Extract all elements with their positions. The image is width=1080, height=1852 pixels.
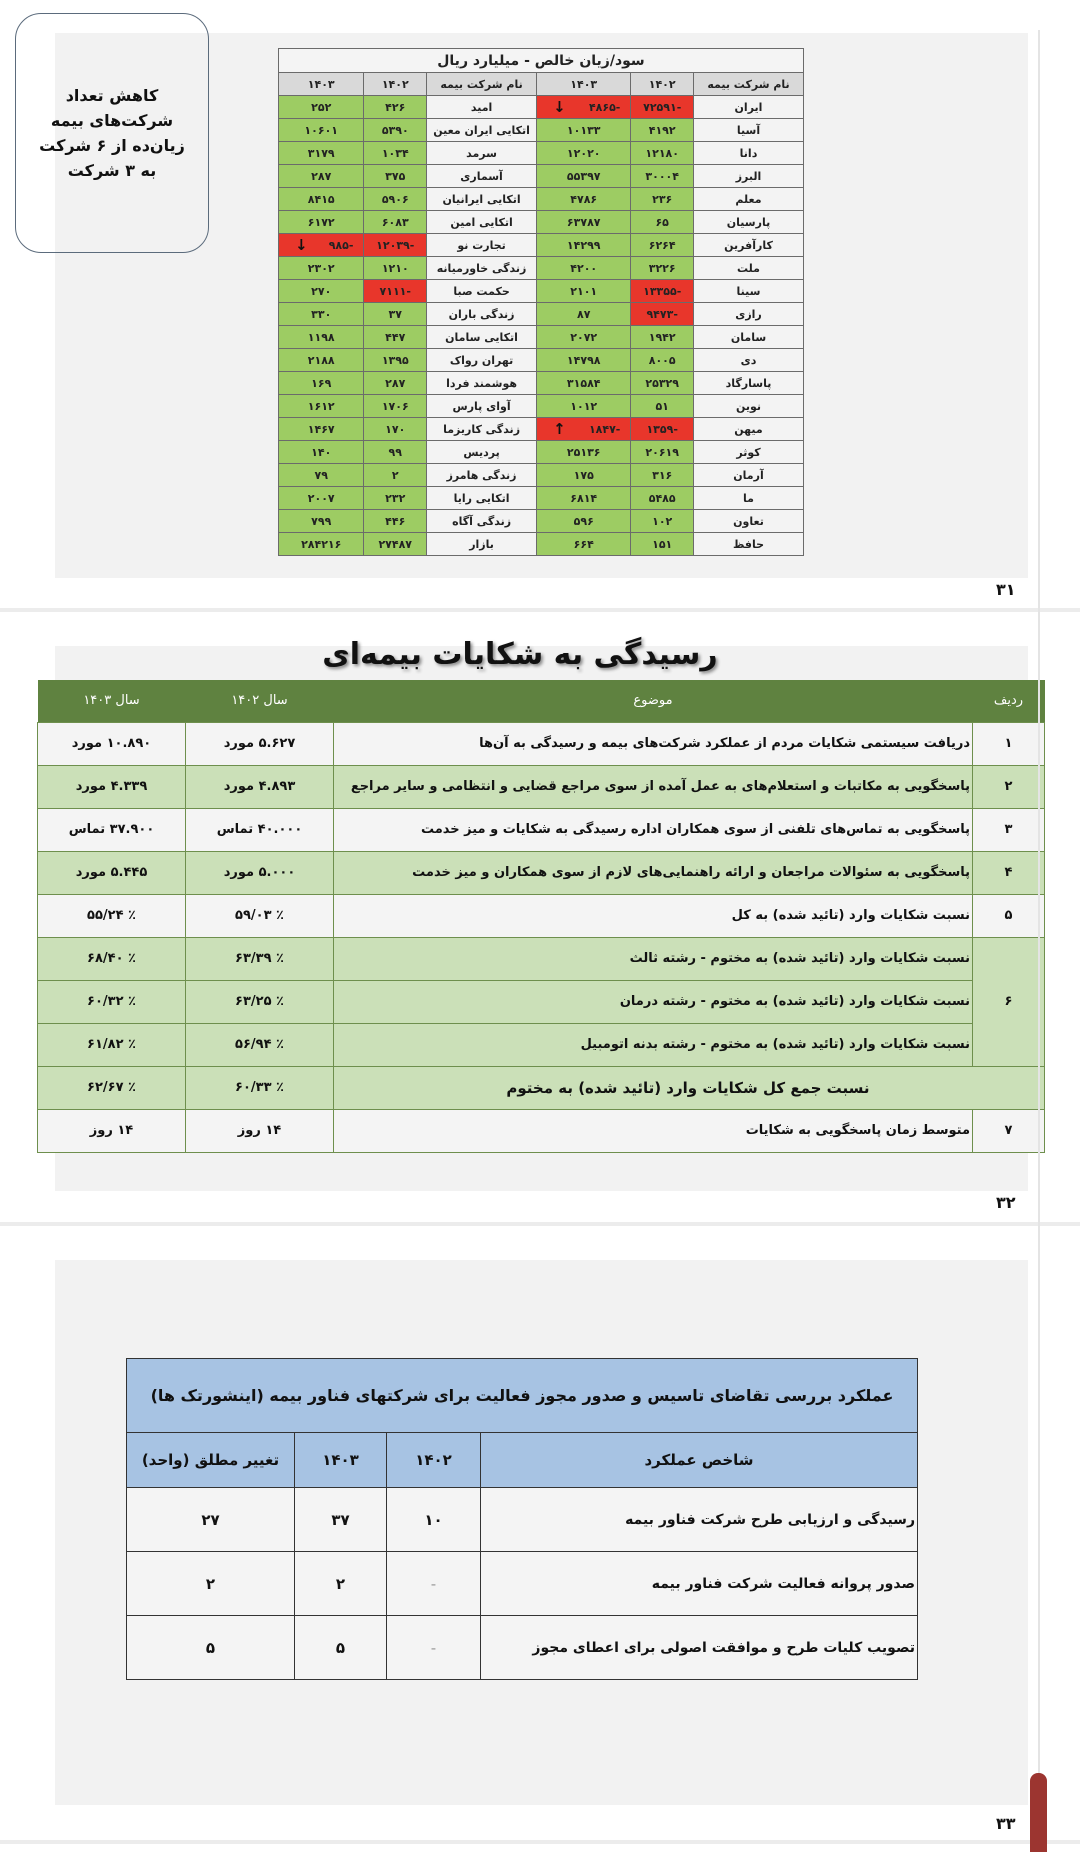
profit-value: ۵۱ — [631, 395, 694, 418]
company-name: زندگی خاورمیانه — [427, 257, 537, 280]
company-name: زندگی باران — [427, 303, 537, 326]
row-index: ۶ — [973, 937, 1045, 1066]
company-name: میهن — [694, 418, 804, 441]
company-name: تجارت نو — [427, 234, 537, 257]
profit-value: ۴۴۷ — [364, 326, 427, 349]
header-metric: شاخص عملکرد — [481, 1433, 918, 1488]
cell-y1403: ۵ — [295, 1616, 387, 1680]
profit-value: ۲۰۰۷ — [279, 487, 364, 510]
complaints-row — [38, 851, 1045, 894]
cell-value: -۹۸۵ — [328, 238, 354, 252]
table-header-row — [279, 73, 804, 96]
net-profit-table — [278, 48, 804, 556]
profit-value: ۱۵۱ — [631, 533, 694, 556]
value-y1402: ۴۰.۰۰۰ تماس — [186, 808, 334, 851]
company-name: اتکایی سامان — [427, 326, 537, 349]
row-index: ۳ — [973, 808, 1045, 851]
complaints-row — [38, 980, 1045, 1023]
profit-value: ۲۱۸۸ — [279, 349, 364, 372]
profit-value: ۴۱۹۲ — [631, 119, 694, 142]
row-topic: پاسخگویی به مکاتبات و استعلام‌های به عمل آمده از سوی مراجع قضایی و انتظامی و سایر مراجع — [334, 765, 973, 808]
profit-value: ۸۷ — [537, 303, 631, 326]
profit-value: ۴۲۰۰ — [537, 257, 631, 280]
header-index: ردیف — [973, 680, 1045, 722]
profit-value: ۱۴۲۹۹ — [537, 234, 631, 257]
header-1403: ۱۴۰۳ — [295, 1433, 387, 1488]
profit-value: ۱۰۲ — [631, 510, 694, 533]
profit-value: ۵۴۸۵ — [631, 487, 694, 510]
profit-value: ۱۶۱۲ — [279, 395, 364, 418]
company-name: دی — [694, 349, 804, 372]
table-row — [279, 165, 804, 188]
header-topic: موضوع — [334, 680, 973, 722]
row-topic: نسبت جمع کل شکایات وارد (تائید شده) به مختوم — [334, 1066, 1045, 1109]
company-name: هوشمند فردا — [427, 372, 537, 395]
row-topic: نسبت شکایات وارد (تائید شده) به مختوم - رشته درمان — [334, 980, 973, 1023]
row-topic: پاسخگویی به سئوالات مراجعان و ارائه راهنمایی‌های لازم از سوی همکاران و میز خدمت — [334, 851, 973, 894]
table-row — [279, 464, 804, 487]
complaints-row — [38, 722, 1045, 765]
table-row — [279, 487, 804, 510]
insurtech-row — [127, 1488, 918, 1552]
company-name: زندگی هامرز — [427, 464, 537, 487]
company-name: تعاون — [694, 510, 804, 533]
cell-change: ۵ — [127, 1616, 295, 1680]
column-header: نام شرکت بیمه — [694, 73, 804, 96]
value-y1403: ٪ ۶۱/۸۲ — [38, 1023, 186, 1066]
profit-value: ۲۸۷ — [279, 165, 364, 188]
complaints-row — [38, 1109, 1045, 1152]
company-name: ملت — [694, 257, 804, 280]
profit-value: ۱۴۷۹۸ — [537, 349, 631, 372]
company-name: آسماری — [427, 165, 537, 188]
table-row — [279, 349, 804, 372]
value-y1402: ٪ ۶۰/۳۳ — [186, 1066, 334, 1109]
document-edge-line — [1038, 30, 1040, 1852]
company-name: نوین — [694, 395, 804, 418]
profit-value: ۵۹۶ — [537, 510, 631, 533]
row-index: ۷ — [973, 1109, 1045, 1152]
complaints-row — [38, 937, 1045, 980]
profit-value: ۸۴۱۵ — [279, 188, 364, 211]
company-name: امید — [427, 96, 537, 119]
value-y1403: ۵.۴۴۵ مورد — [38, 851, 186, 894]
company-name: حکمت صبا — [427, 280, 537, 303]
profit-value: ۱۰۱۲ — [537, 395, 631, 418]
header-1402: سال ۱۴۰۲ — [186, 680, 334, 722]
callout-box — [15, 13, 209, 253]
company-name: دانا — [694, 142, 804, 165]
cell-y1402: ۱۰ — [387, 1488, 481, 1552]
value-y1403: ۴.۳۳۹ مورد — [38, 765, 186, 808]
row-index: ۴ — [973, 851, 1045, 894]
cell-change: ۲ — [127, 1552, 295, 1616]
cell-value: -۱۸۴۷ — [588, 422, 621, 436]
row-index: ۵ — [973, 894, 1045, 937]
profit-value: ۲۳۶ — [631, 188, 694, 211]
profit-value: ۲۵۲ — [279, 96, 364, 119]
company-name: کارآفرین — [694, 234, 804, 257]
complaints-row — [38, 1023, 1045, 1066]
profit-value: ۸۰۰۵ — [631, 349, 694, 372]
profit-value: ۳۰۰۰۴ — [631, 165, 694, 188]
row-topic: نسبت شکایات وارد (تائید شده) به مختوم - رشته ثالث — [334, 937, 973, 980]
loss-value: -۷۲۵۹۱ — [631, 96, 694, 119]
profit-value: ۲۳۰۲ — [279, 257, 364, 280]
value-y1402: ٪ ۶۳/۳۹ — [186, 937, 334, 980]
complaints-title: رسیدگی به شکایات بیمه‌ای — [322, 637, 718, 672]
column-header: ۱۴۰۲ — [631, 73, 694, 96]
profit-value: ۳۳۰ — [279, 303, 364, 326]
loss-value — [537, 96, 631, 119]
profit-value: ۱۷۵ — [537, 464, 631, 487]
complaints-row — [38, 894, 1045, 937]
company-name: آوای پارس — [427, 395, 537, 418]
insurtech-table — [126, 1358, 918, 1680]
profit-value: ۶۰۸۳ — [364, 211, 427, 234]
table-row — [279, 96, 804, 119]
row-topic: دریافت سیستمی شکایات مردم از عملکرد شرکت‌های بیمه و رسیدگی به آن‌ها — [334, 722, 973, 765]
profit-value: ۶۶۴ — [537, 533, 631, 556]
profit-value: ۷۹۹ — [279, 510, 364, 533]
profit-value: ۳۷۵ — [364, 165, 427, 188]
company-name: ایران — [694, 96, 804, 119]
complaints-header-row — [38, 680, 1045, 722]
profit-value: ۵۳۹۰ — [364, 119, 427, 142]
profit-value: ۱۶۹ — [279, 372, 364, 395]
cell-value: -۴۸۶۵ — [588, 100, 621, 114]
cell-y1403: ۳۷ — [295, 1488, 387, 1552]
company-name: حافظ — [694, 533, 804, 556]
insurtech-row — [127, 1552, 918, 1616]
cell-metric: تصویب کلیات طرح و موافقت اصولی برای اعطای مجوز — [481, 1616, 918, 1680]
row-topic: نسبت شکایات وارد (تائید شده) به کل — [334, 894, 973, 937]
profit-value: ۳۱۶ — [631, 464, 694, 487]
company-name: تهران رواک — [427, 349, 537, 372]
insurtech-row — [127, 1616, 918, 1680]
loss-value: -۹۴۷۳ — [631, 303, 694, 326]
cell-y1402: - — [387, 1616, 481, 1680]
company-name: البرز — [694, 165, 804, 188]
company-name: پردیس — [427, 441, 537, 464]
profit-value: ۱۰۳۴ — [364, 142, 427, 165]
loss-value — [537, 418, 631, 441]
arrow-down-icon: ↓ — [553, 98, 566, 116]
company-name: زندگی کاریزما — [427, 418, 537, 441]
profit-value: ۱۴۰ — [279, 441, 364, 464]
company-name: آرمان — [694, 464, 804, 487]
profit-value: ۲۱۰۱ — [537, 280, 631, 303]
profit-value: ۲۷۴۸۷ — [364, 533, 427, 556]
column-header: ۱۴۰۳ — [279, 73, 364, 96]
table-row — [279, 234, 804, 257]
profit-value: ۱۲۰۲۰ — [537, 142, 631, 165]
profit-value: ۲۵۳۲۹ — [631, 372, 694, 395]
profit-value: ۳۲۲۶ — [631, 257, 694, 280]
loss-value: -۱۳۳۵۵ — [631, 280, 694, 303]
insurtech-body — [127, 1488, 918, 1680]
table-row — [279, 441, 804, 464]
profit-value: ۲۳۲ — [364, 487, 427, 510]
table-row — [279, 372, 804, 395]
profit-value: ۲۰۶۱۹ — [631, 441, 694, 464]
row-topic: پاسخگویی به تماس‌های تلفنی از سوی همکاران اداره رسیدگی به شکایات و میز خدمت — [334, 808, 973, 851]
value-y1403: ۱۴ روز — [38, 1109, 186, 1152]
profit-value: ۲۸۴۲۱۶ — [279, 533, 364, 556]
callout-text: کاهش تعداد شرکت‌های بیمه زیان‌ده از ۶ شرکت به ۳ شرکت — [39, 86, 185, 180]
profit-value: ۳۱۷۹ — [279, 142, 364, 165]
row-index: ۱ — [973, 722, 1045, 765]
profit-value: ۳۱۵۸۴ — [537, 372, 631, 395]
cell-y1402: - — [387, 1552, 481, 1616]
header-1402: ۱۴۰۲ — [387, 1433, 481, 1488]
company-name: سینا — [694, 280, 804, 303]
page-31 — [0, 0, 1040, 612]
company-name: کوثر — [694, 441, 804, 464]
value-y1402: ٪ ۵۶/۹۴ — [186, 1023, 334, 1066]
profit-value: ۶۱۷۲ — [279, 211, 364, 234]
profit-value: ۷۹ — [279, 464, 364, 487]
cell-metric: رسیدگی و ارزیابی طرح شرکت فناور بیمه — [481, 1488, 918, 1552]
profit-value: ۹۹ — [364, 441, 427, 464]
value-y1403: ٪ ۶۸/۴۰ — [38, 937, 186, 980]
profit-value: ۱۷۰ — [364, 418, 427, 441]
complaints-row — [38, 765, 1045, 808]
table-row — [279, 188, 804, 211]
profit-value: ۱۲۱۸۰ — [631, 142, 694, 165]
scrollbar-thumb[interactable] — [1030, 1773, 1047, 1852]
company-name: اتکایی امین — [427, 211, 537, 234]
column-header: ۱۴۰۲ — [364, 73, 427, 96]
loss-value: -۱۲۰۳۹ — [364, 234, 427, 257]
page-number-32: ۳۲ — [996, 1193, 1016, 1212]
page-separator — [0, 1840, 1080, 1844]
profit-value: ۴۷۸۶ — [537, 188, 631, 211]
company-name: رازی — [694, 303, 804, 326]
value-y1402: ۵.۰۰۰ مورد — [186, 851, 334, 894]
company-name: اتکایی رایا — [427, 487, 537, 510]
table-row — [279, 510, 804, 533]
page-number-31: ۳۱ — [996, 580, 1016, 599]
profit-value: ۶۸۱۴ — [537, 487, 631, 510]
header-1403: سال ۱۴۰۳ — [38, 680, 186, 722]
value-y1403: ٪ ۶۲/۶۷ — [38, 1066, 186, 1109]
page-separator — [0, 1222, 1080, 1226]
table-title: سود/زیان خالص - میلیارد ریال — [279, 49, 804, 73]
complaints-row — [38, 1066, 1045, 1109]
company-name: اتکایی ایرانیان — [427, 188, 537, 211]
profit-value: ۱۷۰۶ — [364, 395, 427, 418]
table-row — [279, 418, 804, 441]
column-header: ۱۴۰۳ — [537, 73, 631, 96]
header-change: تغییر مطلق (واحد) — [127, 1433, 295, 1488]
value-y1402: ٪ ۶۳/۲۵ — [186, 980, 334, 1023]
table-row — [279, 142, 804, 165]
arrow-up-icon: ↑ — [553, 420, 566, 438]
profit-value: ۱۲۱۰ — [364, 257, 427, 280]
complaints-row — [38, 808, 1045, 851]
profit-value: ۵۵۳۹۷ — [537, 165, 631, 188]
value-y1403: ٪ ۶۰/۳۲ — [38, 980, 186, 1023]
cell-y1403: ۲ — [295, 1552, 387, 1616]
company-name: پارسیان — [694, 211, 804, 234]
profit-value: ۶۳۷۸۷ — [537, 211, 631, 234]
company-name: سامان — [694, 326, 804, 349]
loss-value: -۷۱۱۱ — [364, 280, 427, 303]
complaints-table — [37, 680, 1045, 1153]
value-y1403: ٪ ۵۵/۲۴ — [38, 894, 186, 937]
profit-value: ۲۷۰ — [279, 280, 364, 303]
profit-value: ۱۴۶۷ — [279, 418, 364, 441]
profit-value: ۶۵ — [631, 211, 694, 234]
loss-value: -۱۳۵۹ — [631, 418, 694, 441]
value-y1402: ۴.۸۹۳ مورد — [186, 765, 334, 808]
profit-value: ۵۹۰۶ — [364, 188, 427, 211]
cell-change: ۲۷ — [127, 1488, 295, 1552]
row-index: ۲ — [973, 765, 1045, 808]
profit-value: ۲۵۱۳۶ — [537, 441, 631, 464]
profit-value: ۶۲۶۴ — [631, 234, 694, 257]
profit-value: ۲۰۷۲ — [537, 326, 631, 349]
company-name: زندگی آگاه — [427, 510, 537, 533]
complaints-body — [38, 722, 1045, 1152]
table-row — [279, 257, 804, 280]
value-y1403: ۱۰.۸۹۰ مورد — [38, 722, 186, 765]
profit-value: ۳۷ — [364, 303, 427, 326]
profit-value: ۲۸۷ — [364, 372, 427, 395]
insurtech-header-row — [127, 1433, 918, 1488]
profit-value: ۱۰۱۳۳ — [537, 119, 631, 142]
company-name: بازار — [427, 533, 537, 556]
table-body — [279, 96, 804, 556]
profit-value: ۴۲۶ — [364, 96, 427, 119]
company-name: آسیا — [694, 119, 804, 142]
page-number-33: ۳۳ — [996, 1814, 1016, 1833]
profit-value: ۴۴۶ — [364, 510, 427, 533]
table-row — [279, 303, 804, 326]
value-y1402: ٪ ۵۹/۰۳ — [186, 894, 334, 937]
company-name: ما — [694, 487, 804, 510]
table-row — [279, 211, 804, 234]
value-y1402: ۵.۶۲۷ مورد — [186, 722, 334, 765]
row-topic: متوسط زمان پاسخگویی به شکایات — [334, 1109, 973, 1152]
company-name: معلم — [694, 188, 804, 211]
table-row — [279, 280, 804, 303]
company-name: پاسارگاد — [694, 372, 804, 395]
company-name: اتکایی ایران معین — [427, 119, 537, 142]
profit-value: ۱۳۹۵ — [364, 349, 427, 372]
table-row — [279, 395, 804, 418]
table-row — [279, 533, 804, 556]
company-name: سرمد — [427, 142, 537, 165]
table-row — [279, 119, 804, 142]
arrow-down-icon: ↓ — [295, 236, 308, 254]
profit-value: ۱۹۴۲ — [631, 326, 694, 349]
profit-value: ۲ — [364, 464, 427, 487]
table-row — [279, 326, 804, 349]
column-header: نام شرکت بیمه — [427, 73, 537, 96]
row-topic: نسبت شکایات وارد (تائید شده) به مختوم - رشته بدنه اتومبیل — [334, 1023, 973, 1066]
value-y1403: ۳۷.۹۰۰ تماس — [38, 808, 186, 851]
cell-metric: صدور پروانه فعالیت شرکت فناور بیمه — [481, 1552, 918, 1616]
insurtech-title: عملکرد بررسی تقاضای تاسیس و صدور مجوز فعالیت برای شرکتهای فناور بیمه (اینشورتک ها) — [127, 1359, 918, 1433]
value-y1402: ۱۴ روز — [186, 1109, 334, 1152]
profit-value: ۱۰۶۰۱ — [279, 119, 364, 142]
profit-value: ۱۱۹۸ — [279, 326, 364, 349]
loss-value — [279, 234, 364, 257]
